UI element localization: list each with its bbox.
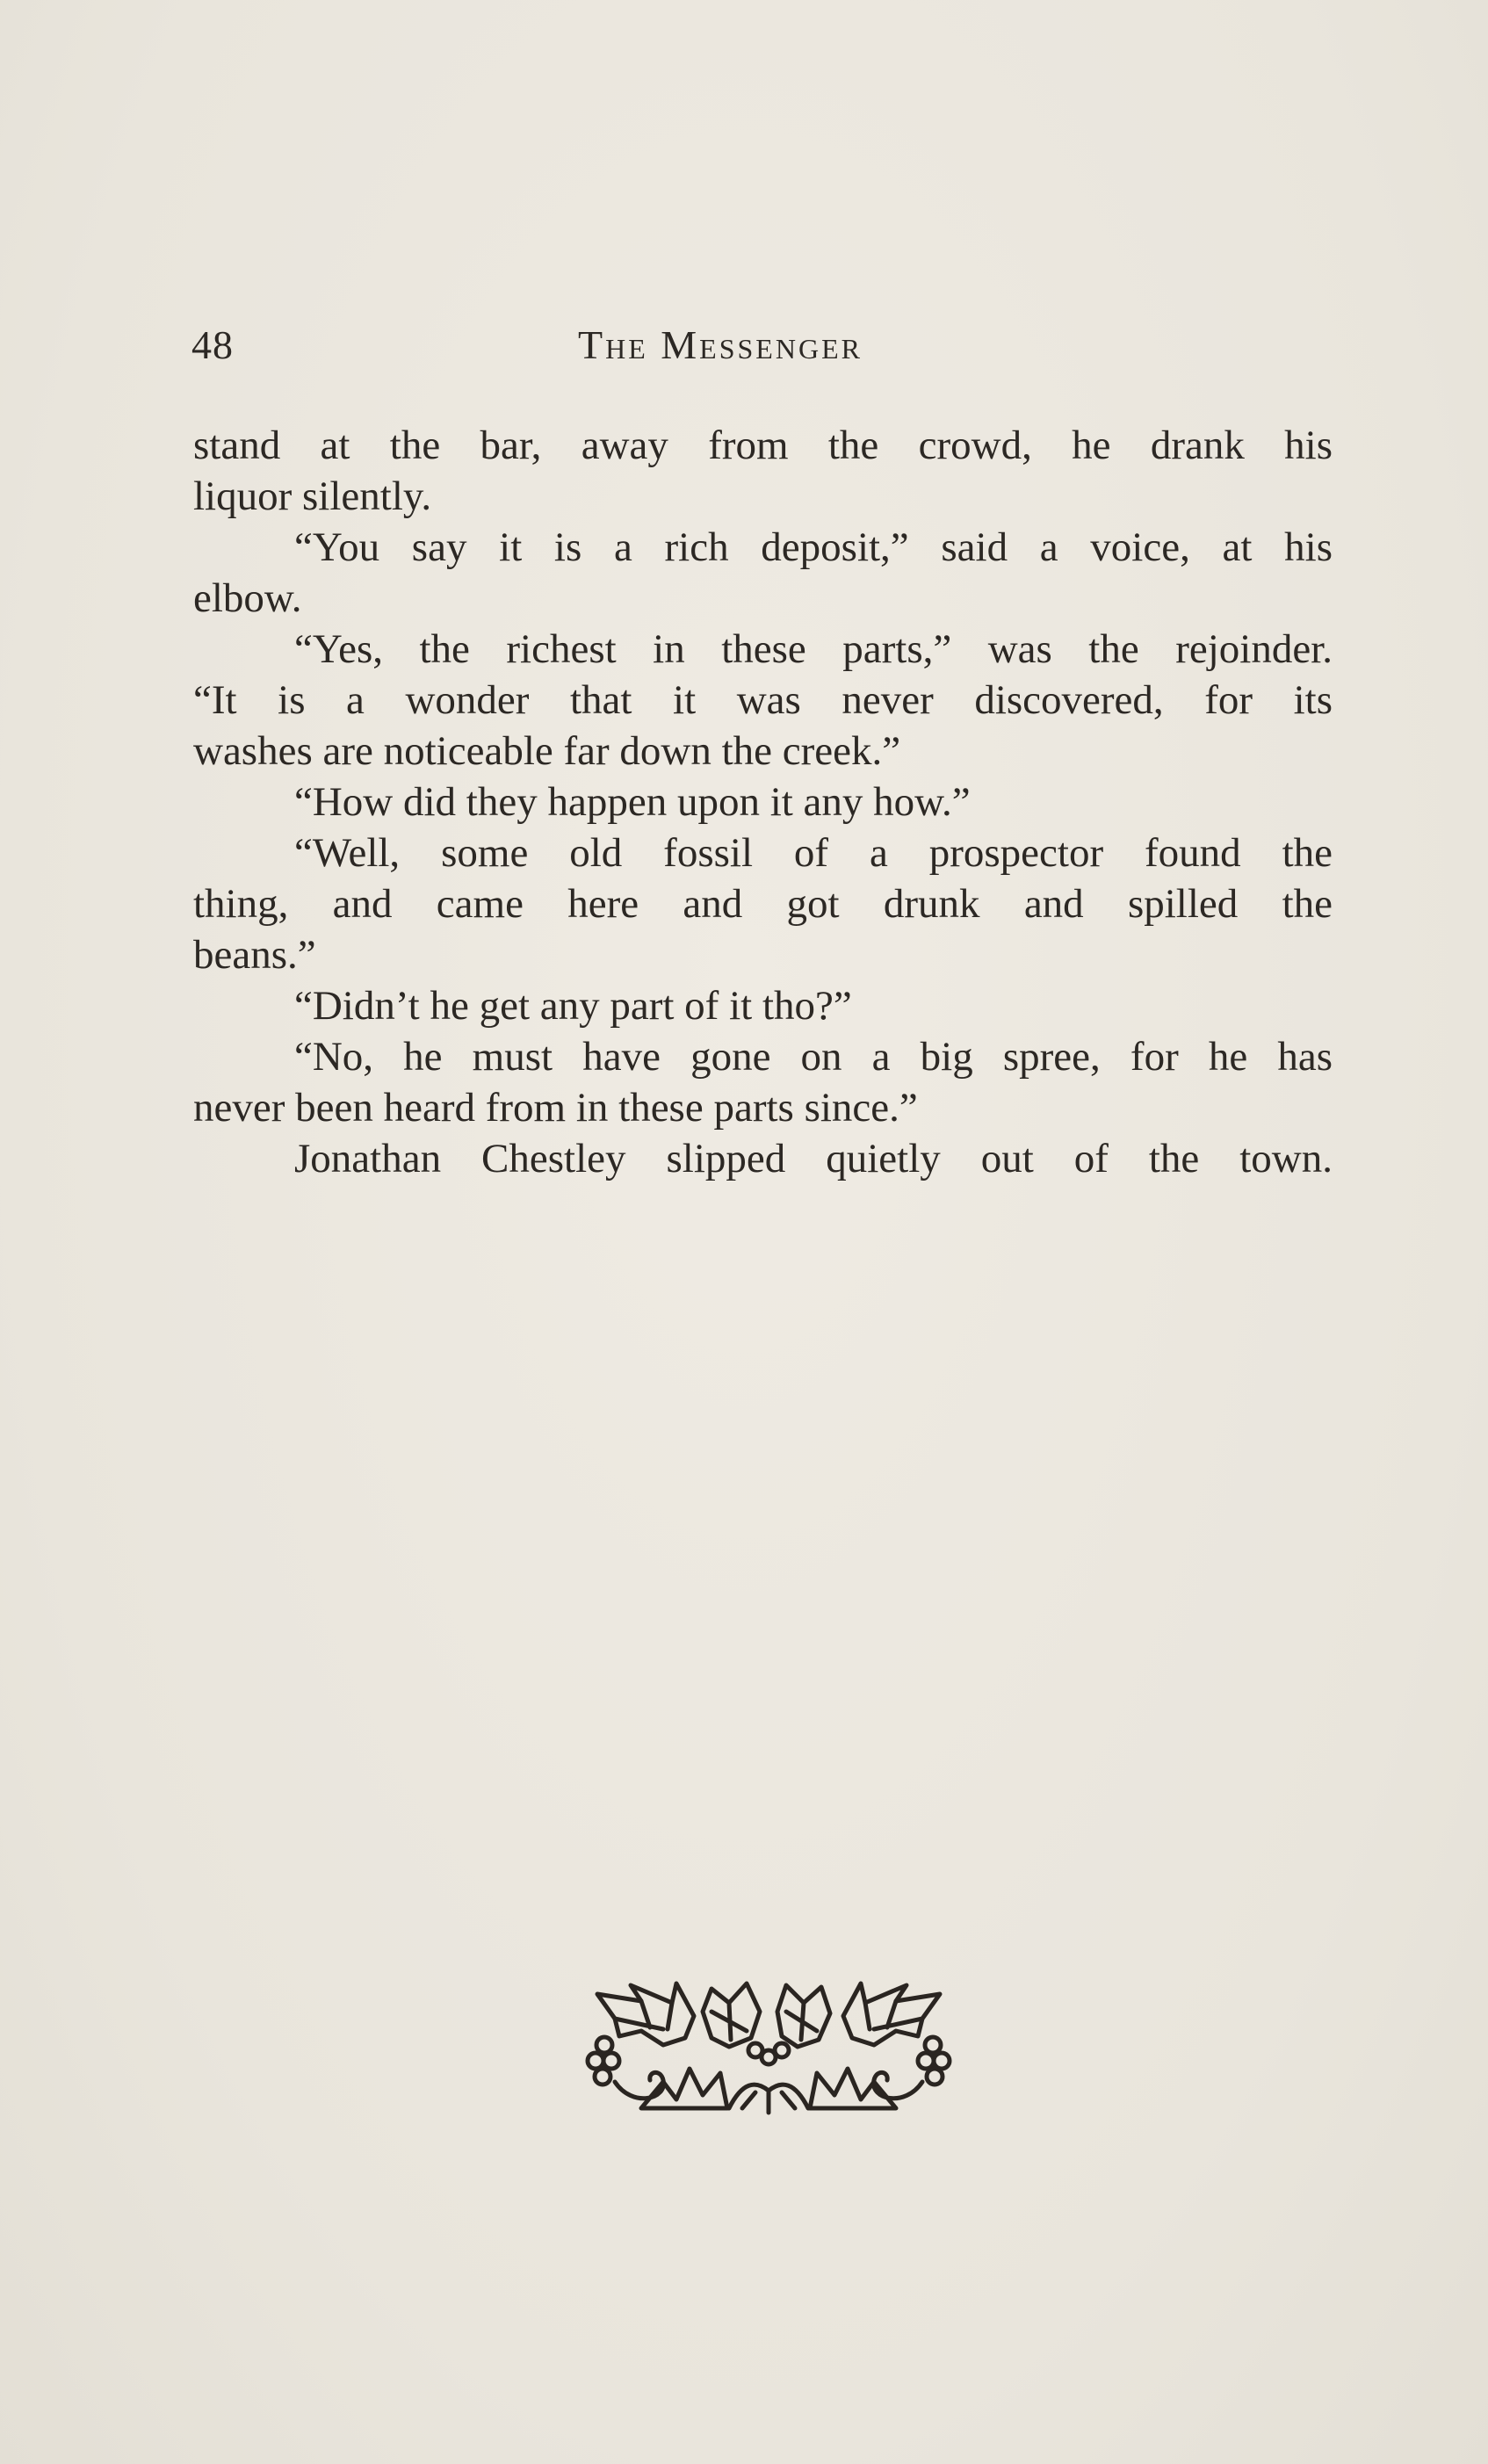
text-line: stand at the bar, away from the crowd, he drank his <box>193 423 1333 468</box>
text-line: “How did they happen upon it any how.” <box>294 779 971 825</box>
text-line: elbow. <box>193 575 302 621</box>
text-line: “Didn’t he get any part of it tho?” <box>294 983 852 1029</box>
text-line: “It is a wonder that it was never discovered, for its <box>193 677 1333 723</box>
text-line: thing, and came here and got drunk and spilled the <box>193 881 1333 927</box>
running-head <box>191 316 1333 378</box>
text-line: “Yes, the richest in these parts,” was the rejoinder. <box>294 626 1333 672</box>
text-line: Jonathan Chestley slipped quietly out of the town. <box>294 1136 1333 1181</box>
running-head-title: The Messenger <box>578 322 863 367</box>
text-line: liquor silently. <box>193 473 432 519</box>
body-text <box>193 420 1333 1184</box>
text-line: “Well, some old fossil of a prospector found the <box>294 830 1333 876</box>
text-line: washes are noticeable far down the creek.” <box>193 728 901 774</box>
page-number: 48 <box>191 322 234 367</box>
text-line: “You say it is a rich deposit,” said a voice, at his <box>294 524 1333 570</box>
vine-leaf-tailpiece-icon <box>580 1976 957 2121</box>
text-line: never been heard from in these parts since.” <box>193 1085 918 1131</box>
text-line: beans.” <box>193 932 316 978</box>
text-line: “No, he must have gone on a big spree, for he has <box>294 1034 1333 1080</box>
